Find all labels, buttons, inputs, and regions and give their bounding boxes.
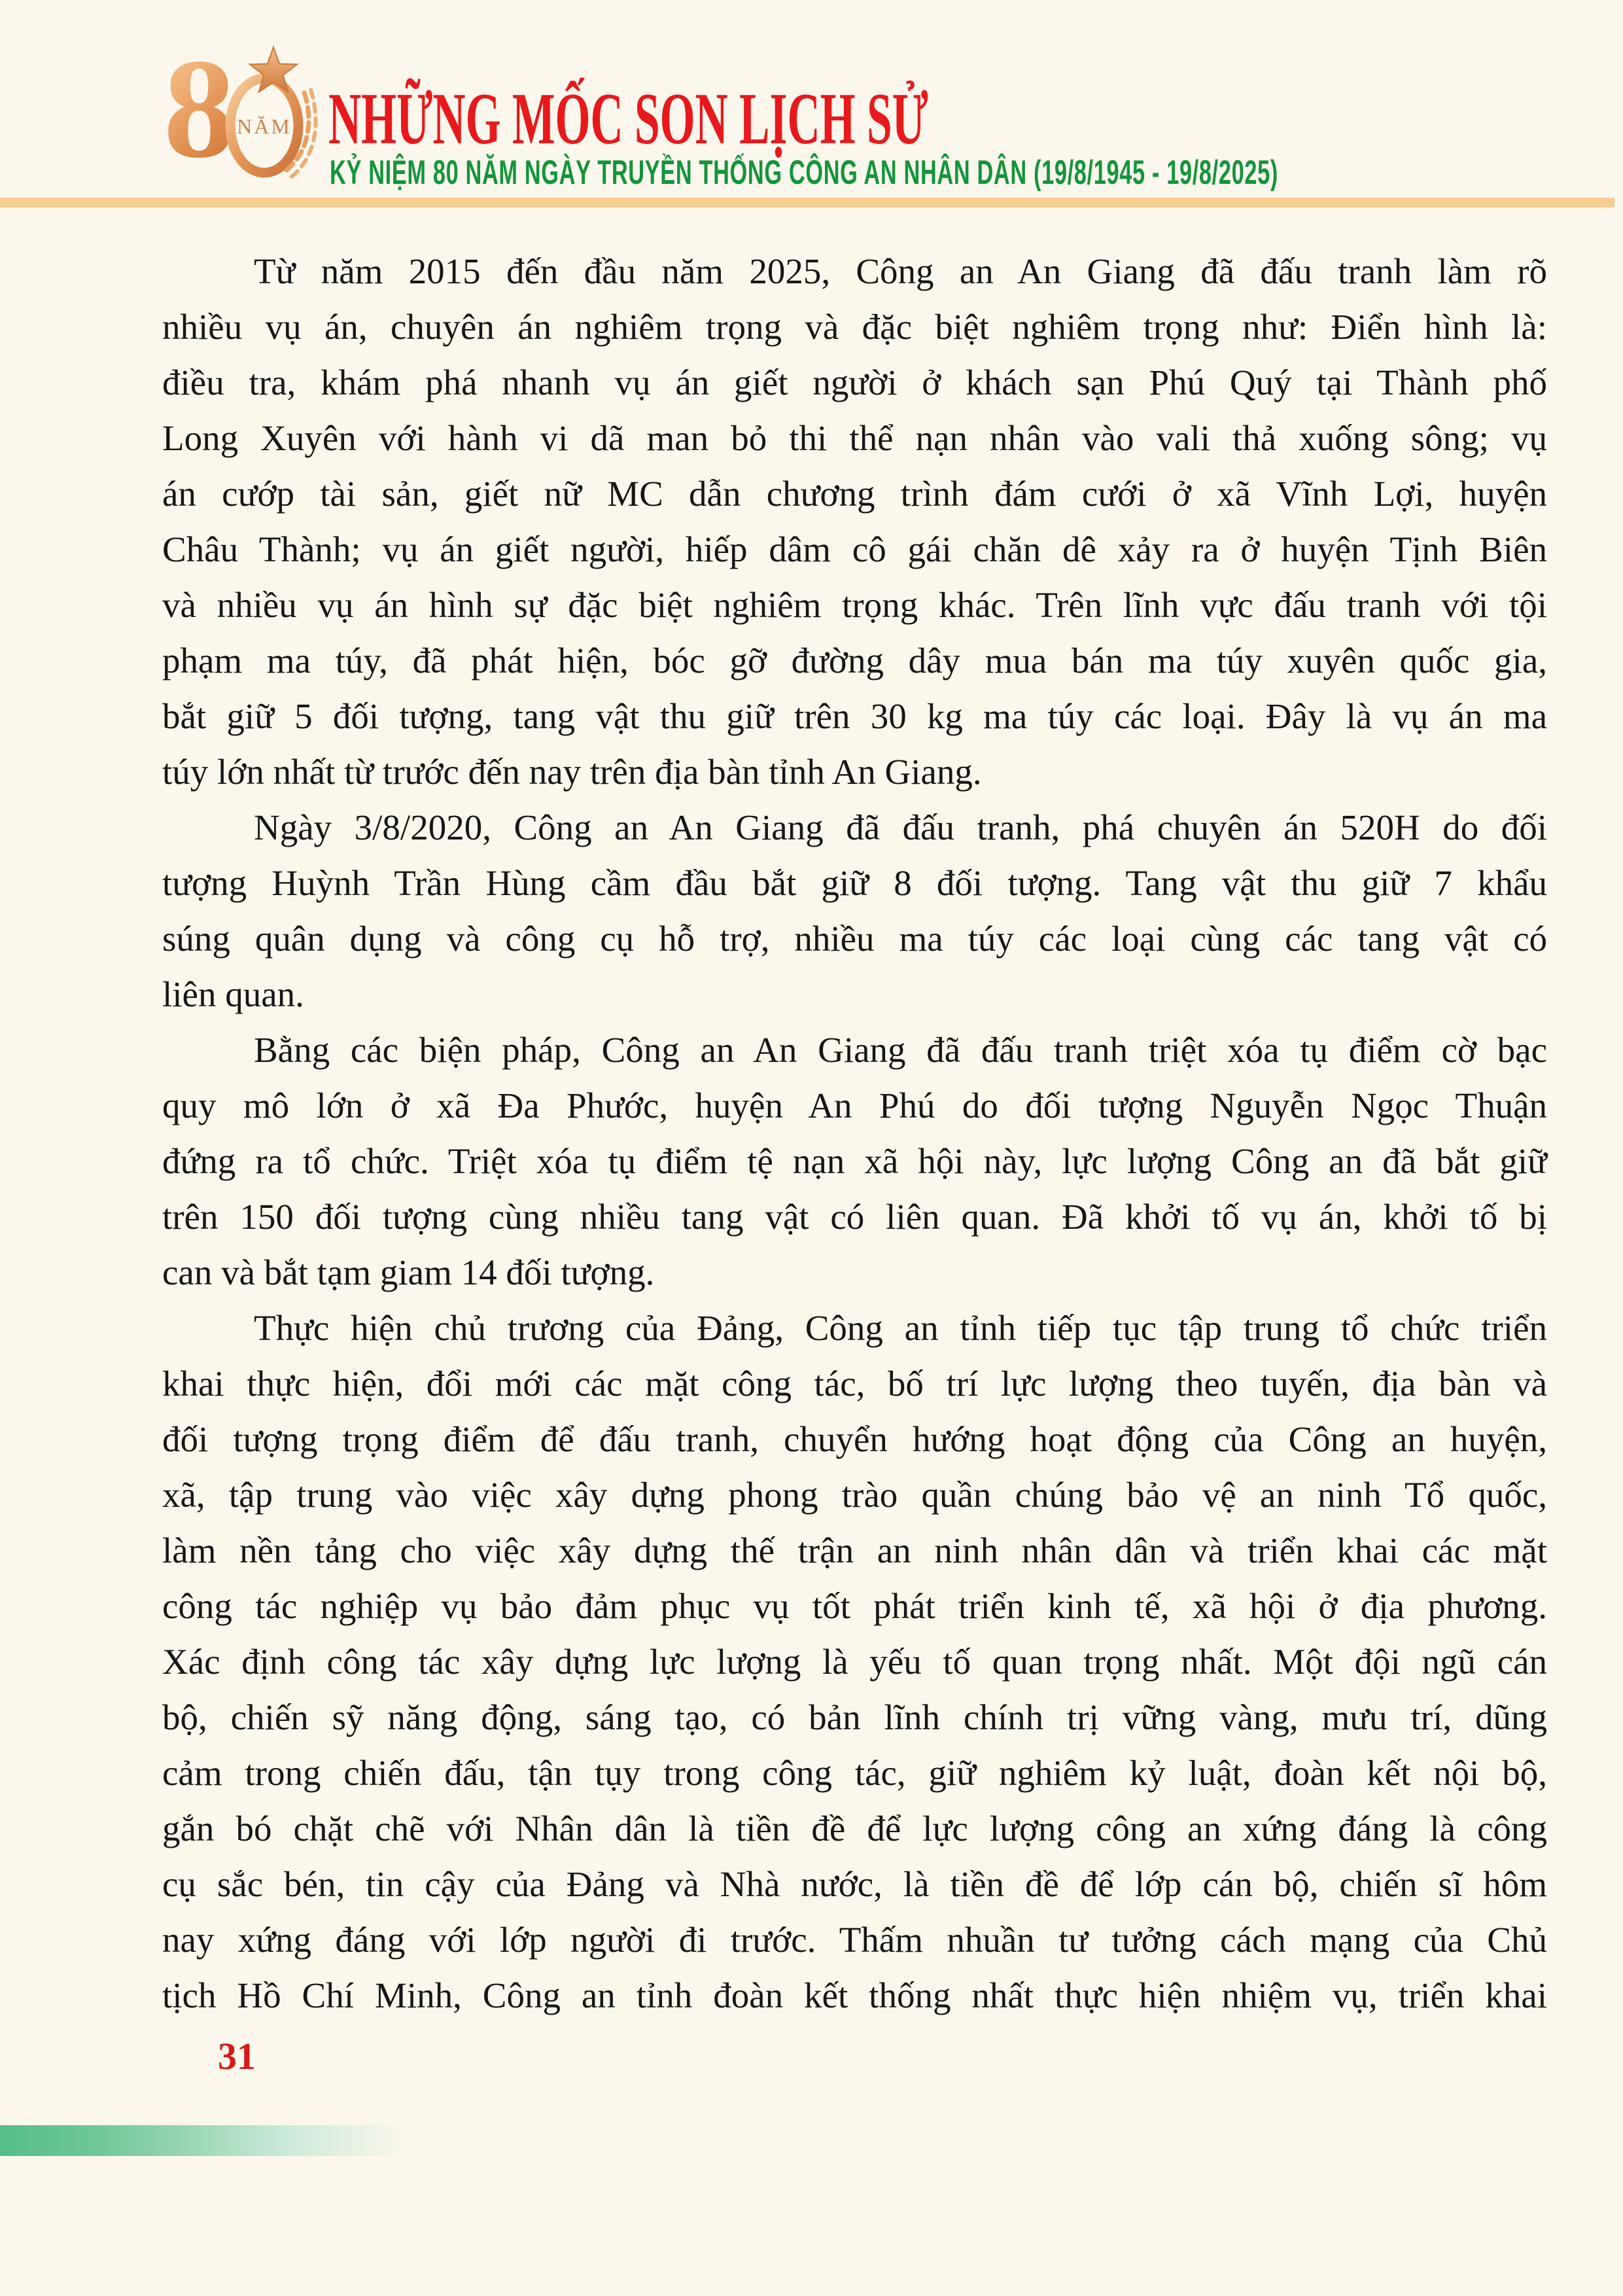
body-line: cụ sắc bén, tin cậy của Đảng và Nhà nước, là tiền đề để lớp cán bộ, chiến sĩ hôm — [162, 1864, 1547, 1904]
body-line: nay xứng đáng với lớp người đi trước. Thấm nhuần tư tưởng cách mạng của Chủ — [162, 1920, 1547, 1960]
body-line: và nhiều vụ án hình sự đặc biệt nghiêm trọng khác. Trên lĩnh vực đấu tranh với tội — [162, 585, 1547, 625]
body-line: Ngày 3/8/2020, Công an An Giang đã đấu tranh, phá chuyên án 520H do đối — [254, 807, 1547, 847]
body-line: tịch Hồ Chí Minh, Công an tỉnh đoàn kết thống nhất thực hiện nhiệm vụ, triển khai — [162, 1975, 1547, 2015]
body-line: Long Xuyên với hành vi dã man bỏ thi thể nạn nhân vào vali thả xuống sông; vụ — [162, 418, 1547, 458]
body-line: Châu Thành; vụ án giết người, hiếp dâm cô gái chăn dê xảy ra ở huyện Tịnh Biên — [162, 529, 1547, 569]
page-title: NHỮNG MỐC SON LỊCH SỬ — [328, 79, 928, 160]
body-line: điều tra, khám phá nhanh vụ án giết người ở khách sạn Phú Quý tại Thành phố — [162, 362, 1547, 402]
logo-number-eight: 8 — [164, 30, 235, 188]
body-line: công tác nghiệp vụ bảo đảm phục vụ tốt phát triển kinh tế, xã hội ở địa phương. — [162, 1586, 1547, 1626]
page-number: 31 — [218, 2035, 256, 2077]
body-line: túy lớn nhất từ trước đến nay trên địa bàn tỉnh An Giang. — [162, 752, 982, 792]
body-line: Thực hiện chủ trương của Đảng, Công an tỉnh tiếp tục tập trung tổ chức triển — [254, 1308, 1547, 1348]
body-line: cảm trong chiến đấu, tận tụy trong công tác, giữ nghiêm kỷ luật, đoàn kết nội bộ, — [162, 1753, 1547, 1793]
body-line: khai thực hiện, đổi mới các mặt công tác, bố trí lực lượng theo tuyến, địa bàn và — [162, 1364, 1547, 1404]
logo-label: NĂM — [237, 115, 292, 138]
body-line: Bằng các biện pháp, Công an An Giang đã đấu tranh triệt xóa tụ điểm cờ bạc — [254, 1030, 1547, 1070]
body-line: súng quân dụng và công cụ hỗ trợ, nhiều ma túy các loại cùng các tang vật có — [162, 919, 1547, 959]
body-line: nhiều vụ án, chuyên án nghiêm trọng và đặc biệt nghiêm trọng như: Điển hình là: — [162, 307, 1547, 347]
page-subtitle: KỶ NIỆM 80 NĂM NGÀY TRUYỀN THỐNG CÔNG AN NHÂN DÂN (19/8/1945 - 19/8/2025) — [330, 154, 1278, 192]
body-line: can và bắt tạm giam 14 đối tượng. — [162, 1252, 655, 1292]
body-line: án cướp tài sản, giết nữ MC dẫn chương trình đám cưới ở xã Vĩnh Lợi, huyện — [162, 474, 1547, 514]
body-line: quy mô lớn ở xã Đa Phước, huyện An Phú do đối tượng Nguyễn Ngọc Thuận — [162, 1086, 1547, 1125]
body-line: làm nền tảng cho việc xây dựng thế trận an ninh nhân dân và triển khai các mặt — [162, 1530, 1547, 1570]
body-line: xã, tập trung vào việc xây dựng phong trào quần chúng bảo vệ an ninh Tổ quốc, — [162, 1475, 1547, 1515]
header-divider — [0, 198, 1614, 207]
body-line: liên quan. — [162, 974, 304, 1014]
body-line: phạm ma túy, đã phát hiện, bóc gỡ đường dây mua bán ma túy xuyên quốc gia, — [162, 641, 1547, 680]
anniversary-80-logo — [164, 30, 327, 192]
body-line: đối tượng trọng điểm để đấu tranh, chuyển hướng hoạt động của Công an huyện, — [162, 1419, 1547, 1459]
body-line: Xác định công tác xây dựng lực lượng là yếu tố quan trọng nhất. Một đội ngũ cán — [162, 1642, 1547, 1682]
body-line: tượng Huỳnh Trần Hùng cầm đầu bắt giữ 8 đối tượng. Tang vật thu giữ 7 khẩu — [162, 863, 1547, 903]
logo-emblem — [224, 42, 328, 192]
body-line: Từ năm 2015 đến đầu năm 2025, Công an An Giang đã đấu tranh làm rõ — [254, 251, 1547, 291]
body-line: bắt giữ 5 đối tượng, tang vật thu giữ trên 30 kg ma túy các loại. Đây là vụ án ma — [162, 696, 1547, 736]
body-line: bộ, chiến sỹ năng động, sáng tạo, có bản lĩnh chính trị vững vàng, mưu trí, dũng — [162, 1697, 1547, 1737]
body-text — [162, 243, 1547, 2023]
footer-gradient-bar — [0, 2125, 424, 2156]
body-line: gắn bó chặt chẽ với Nhân dân là tiền đề để lực lượng công an xứng đáng là công — [162, 1809, 1547, 1848]
body-line: đứng ra tổ chức. Triệt xóa tụ điểm tệ nạn xã hội này, lực lượng Công an đã bắt giữ — [162, 1141, 1547, 1181]
body-line: trên 150 đối tượng cùng nhiều tang vật có liên quan. Đã khởi tố vụ án, khởi tố bị — [162, 1197, 1547, 1237]
